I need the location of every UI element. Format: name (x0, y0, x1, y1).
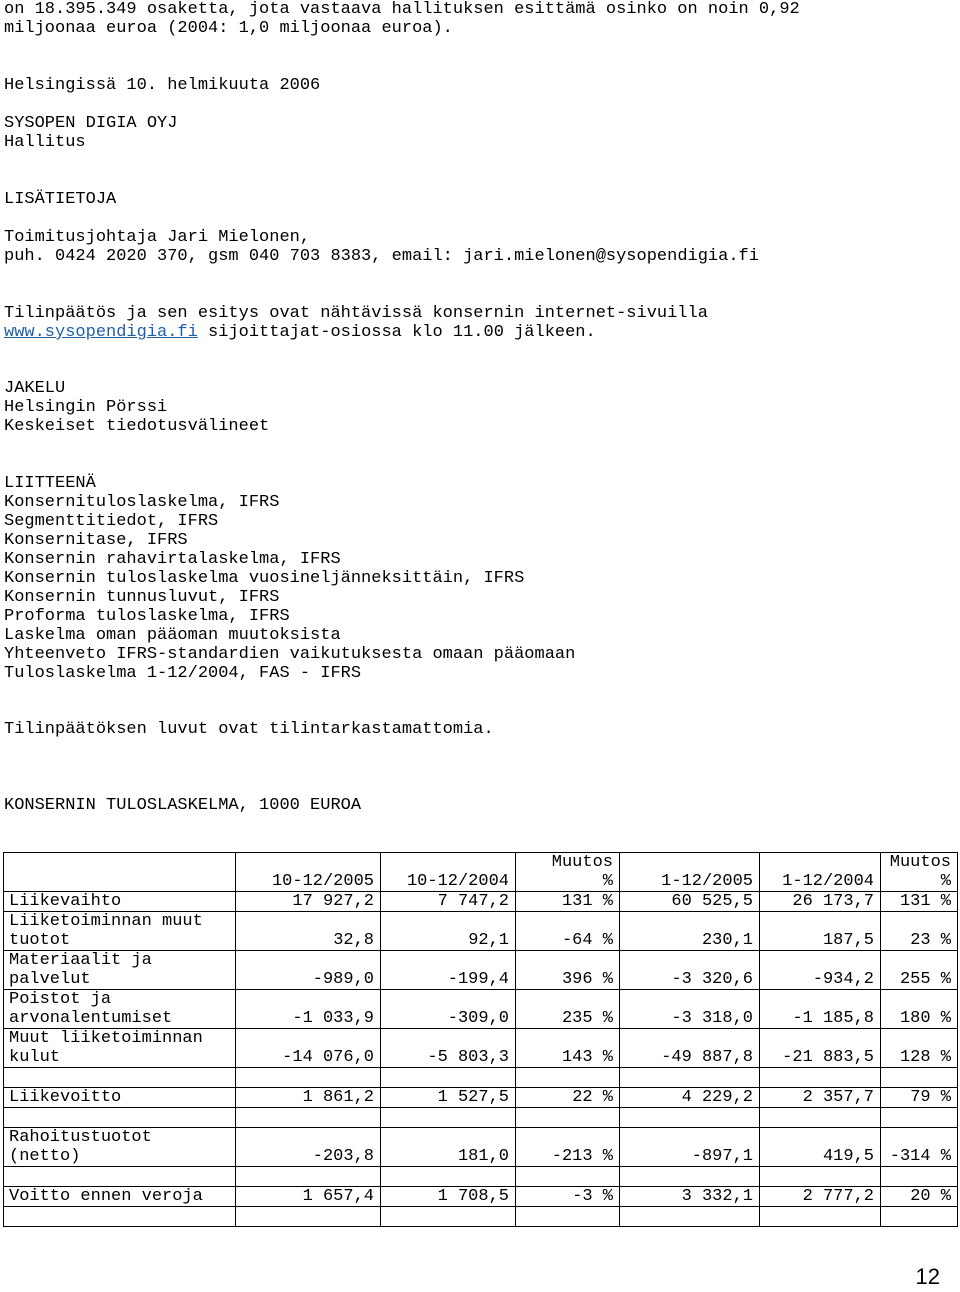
income-statement-table (3, 852, 958, 1227)
value-cell (236, 1167, 381, 1187)
value-cell: 1 861,2 (236, 1088, 381, 1108)
value-cell: 230,1 (620, 912, 760, 951)
value-cell: 131 % (881, 892, 958, 912)
intro-line-2: miljoonaa euroa (2004: 1,0 miljoonaa euroa). (4, 19, 453, 38)
row-label-cell: Rahoitustuotot (netto) (4, 1128, 236, 1167)
value-cell: -199,4 (381, 951, 516, 990)
distribution-item: Helsingin Pörssi (4, 398, 168, 417)
header-cell: 1-12/2004 (760, 853, 881, 892)
distribution-heading: JAKELU (4, 379, 66, 398)
value-cell (620, 1068, 760, 1088)
table-body (4, 853, 958, 1227)
header-cell: Muutos % (881, 853, 958, 892)
value-cell: 419,5 (760, 1128, 881, 1167)
value-cell (381, 1167, 516, 1187)
table-title: KONSERNIN TULOSLASKELMA, 1000 EUROA (4, 796, 362, 815)
availability-line-1: Tilinpäätös ja sen esitys ovat nähtävissä konsernin internet-sivuilla (4, 304, 708, 323)
value-cell: -21 883,5 (760, 1029, 881, 1068)
value-cell (760, 1108, 881, 1128)
value-cell (516, 1167, 620, 1187)
value-cell: 4 229,2 (620, 1088, 760, 1108)
attachment-item: Segmenttitiedot, IFRS (4, 512, 219, 531)
value-cell (236, 1108, 381, 1128)
row-label-cell: Liikevoitto (4, 1088, 236, 1108)
value-cell: -309,0 (381, 990, 516, 1029)
value-cell: 7 747,2 (381, 892, 516, 912)
value-cell (516, 1207, 620, 1227)
header-cell: 10-12/2005 (236, 853, 381, 892)
header-cell-label (4, 853, 236, 892)
value-cell (236, 1207, 381, 1227)
table-row (4, 892, 958, 912)
value-cell: 1 708,5 (381, 1187, 516, 1207)
value-cell: -3 318,0 (620, 990, 760, 1029)
value-cell: 60 525,5 (620, 892, 760, 912)
value-cell: 17 927,2 (236, 892, 381, 912)
value-cell (881, 1108, 958, 1128)
value-cell: 22 % (516, 1088, 620, 1108)
attachment-item: Tuloslaskelma 1-12/2004, FAS - IFRS (4, 664, 362, 683)
value-cell: 131 % (516, 892, 620, 912)
contact-line (4, 247, 759, 266)
value-cell (881, 1167, 958, 1187)
attachment-item: Konsernituloslaskelma, IFRS (4, 493, 280, 512)
header-cell: 1-12/2005 (620, 853, 760, 892)
value-cell (381, 1207, 516, 1227)
availability-rest: sijoittajat-osiossa klo 11.00 jälkeen. (197, 323, 596, 342)
row-label-cell: Muut liiketoiminnan kulut (4, 1029, 236, 1068)
value-cell: 2 777,2 (760, 1187, 881, 1207)
value-cell: 235 % (516, 990, 620, 1029)
value-cell: 187,5 (760, 912, 881, 951)
distribution-item: Keskeiset tiedotusvälineet (4, 417, 270, 436)
value-cell: 79 % (881, 1088, 958, 1108)
header-cell: 10-12/2004 (381, 853, 516, 892)
place-date: Helsingissä 10. helmikuuta 2006 (4, 76, 321, 95)
value-cell: -314 % (881, 1128, 958, 1167)
value-cell: -213 % (516, 1128, 620, 1167)
value-cell (236, 1068, 381, 1088)
value-cell (620, 1167, 760, 1187)
value-cell (381, 1068, 516, 1088)
table-row (4, 990, 958, 1029)
value-cell (516, 1068, 620, 1088)
value-cell (620, 1108, 760, 1128)
value-cell: -203,8 (236, 1128, 381, 1167)
value-cell: 26 173,7 (760, 892, 881, 912)
value-cell: 20 % (881, 1187, 958, 1207)
attachment-item: Yhteenveto IFRS-standardien vaikutuksesta omaan pääomaan (4, 645, 576, 664)
value-cell: 181,0 (381, 1128, 516, 1167)
value-cell (881, 1207, 958, 1227)
unaudited-note: Tilinpäätöksen luvut ovat tilintarkastamattomia. (4, 720, 494, 739)
table-row (4, 1207, 958, 1227)
value-cell: 32,8 (236, 912, 381, 951)
value-cell: 180 % (881, 990, 958, 1029)
value-cell: 92,1 (381, 912, 516, 951)
row-label-cell (4, 1068, 236, 1088)
value-cell: -14 076,0 (236, 1029, 381, 1068)
contact-heading: LISÄTIETOJA (4, 190, 117, 209)
value-cell: -989,0 (236, 951, 381, 990)
value-cell: -49 887,8 (620, 1029, 760, 1068)
website-link[interactable]: www.sysopendigia.fi (4, 323, 198, 342)
availability-line-2 (4, 323, 596, 342)
value-cell (760, 1068, 881, 1088)
value-cell (516, 1108, 620, 1128)
value-cell: 128 % (881, 1029, 958, 1068)
row-label-cell: Voitto ennen veroja (4, 1187, 236, 1207)
attachments-heading: LIITTEENÄ (4, 474, 96, 493)
contact-email-link[interactable]: jari.mielonen@sysopendigia.fi (463, 247, 759, 266)
page-number: 12 (915, 1264, 940, 1289)
value-cell: -897,1 (620, 1128, 760, 1167)
attachment-item: Konsernin tunnusluvut, IFRS (4, 588, 280, 607)
value-cell: 1 527,5 (381, 1088, 516, 1108)
table-row (4, 912, 958, 951)
table-row (4, 1187, 958, 1207)
row-label-cell: Liiketoiminnan muut tuotot (4, 912, 236, 951)
intro-line-1: on 18.395.349 osaketta, jota vastaava hallituksen esittämä osinko on noin 0,92 (4, 0, 800, 19)
value-cell: -3 % (516, 1187, 620, 1207)
value-cell: 23 % (881, 912, 958, 951)
value-cell: 2 357,7 (760, 1088, 881, 1108)
table-row (4, 951, 958, 990)
value-cell (760, 1207, 881, 1227)
header-cell: Muutos % (516, 853, 620, 892)
value-cell: -1 185,8 (760, 990, 881, 1029)
contact-person: Toimitusjohtaja Jari Mielonen, (4, 228, 311, 247)
table-row (4, 1088, 958, 1108)
table-row (4, 1029, 958, 1068)
row-label-cell: Poistot ja arvonalentumiset (4, 990, 236, 1029)
value-cell: 1 657,4 (236, 1187, 381, 1207)
company-name: SYSOPEN DIGIA OYJ (4, 114, 178, 133)
row-label-cell (4, 1108, 236, 1128)
table-row (4, 1128, 958, 1167)
attachment-item: Proforma tuloslaskelma, IFRS (4, 607, 290, 626)
attachment-item: Konsernin rahavirtalaskelma, IFRS (4, 550, 341, 569)
table-row (4, 1167, 958, 1187)
contact-phone: puh. 0424 2020 370, gsm 040 703 8383, email: (4, 247, 464, 266)
value-cell: 396 % (516, 951, 620, 990)
table-row (4, 1108, 958, 1128)
value-cell: -64 % (516, 912, 620, 951)
row-label-cell (4, 1167, 236, 1187)
value-cell: 3 332,1 (620, 1187, 760, 1207)
value-cell (760, 1167, 881, 1187)
table-row (4, 1068, 958, 1088)
row-label-cell: Materiaalit ja palvelut (4, 951, 236, 990)
attachment-item: Konsernin tuloslaskelma vuosineljänneksittäin, IFRS (4, 569, 525, 588)
value-cell (381, 1108, 516, 1128)
value-cell: 255 % (881, 951, 958, 990)
value-cell: -3 320,6 (620, 951, 760, 990)
value-cell (620, 1207, 760, 1227)
attachment-item: Laskelma oman pääoman muutoksista (4, 626, 341, 645)
value-cell: -5 803,3 (381, 1029, 516, 1068)
value-cell: -1 033,9 (236, 990, 381, 1029)
value-cell (881, 1068, 958, 1088)
table-header-row (4, 853, 958, 892)
row-label-cell: Liikevaihto (4, 892, 236, 912)
value-cell: 143 % (516, 1029, 620, 1068)
value-cell: -934,2 (760, 951, 881, 990)
board-label: Hallitus (4, 133, 86, 152)
attachment-item: Konsernitase, IFRS (4, 531, 188, 550)
row-label-cell (4, 1207, 236, 1227)
